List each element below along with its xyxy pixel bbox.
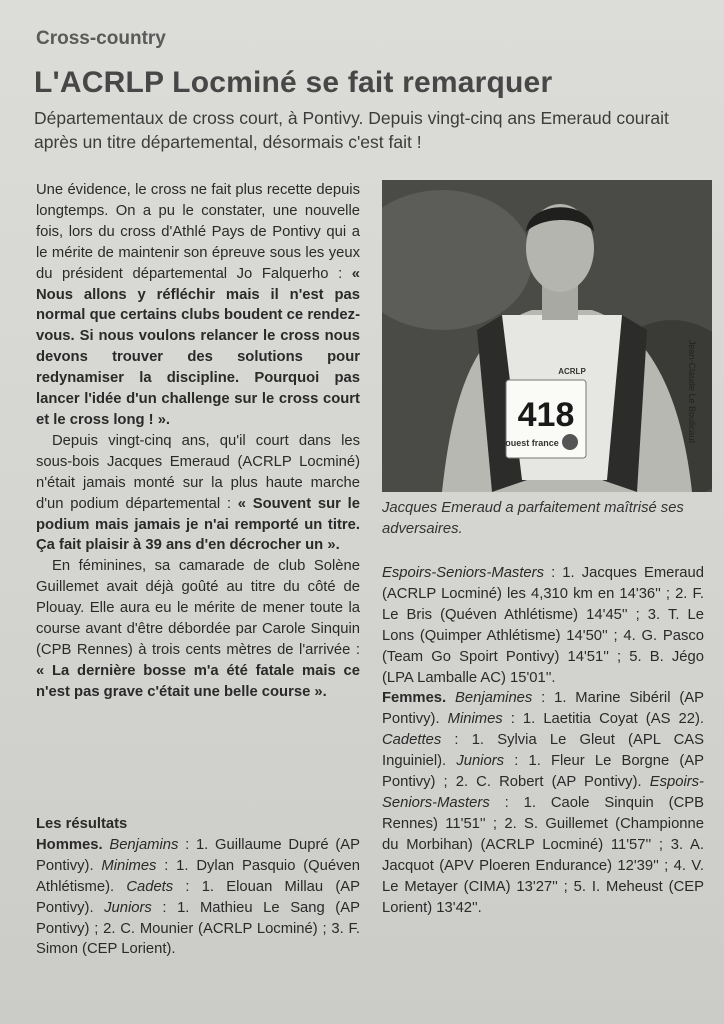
results-femmes: Femmes. Benjamines : 1. Marine Sibéril (AP Pontivy). Minimes : 1. Laetitia Coyat (AS 22). Cadettes : 1. Sylvia Le Gleut (APL CAS Inguiniel). Juniors : 1. Fleur Le Borgne (AP Pontivy) ; 2. C. Robert (AP Pontivy). Espoirs-Seniors-Masters : 1. Caole Sinquin (CPB Rennes) 11'51'' ; 2. S. Guillemet (Championne du Morbihan) (ACRLP Locminé) 11'57'' ; 3. A. Jacquot (APV Ploeren Endurance) 12'39'' ; 4. V. Le Metayer (CIMA) 13'27'' ; 5. I. Meheust (CEP Lorient) 13'42''. <box>382 690 704 916</box>
sponsor-logo <box>562 434 578 450</box>
singlet-club: ACRLP <box>558 367 586 376</box>
article-title: L'ACRLP Locminé se fait remarquer <box>34 66 553 99</box>
paragraph-3: En féminines, sa camarade de club Solène Guillemet avait déjà goûté au titre du côté de Plouay. Elle aura eu le mérite de mener toute la course avant d'être débordée par Carole Sinquin (CPB Rennes) à trois cents mètres de l'arrivée : « La dernière bosse m'a été fatale mais ce n'est pas grave c'était une belle course ». <box>36 558 360 700</box>
bib-number: 418 <box>517 396 575 434</box>
section-kicker: Cross-country <box>36 28 166 49</box>
photo-credit: Jean-Claude Le Boulicaut <box>687 340 697 444</box>
runner-illustration <box>382 180 712 492</box>
article-subtitle: Départementaux de cross court, à Pontivy. Depuis vingt-cinq ans Emeraud courait après un titre départemental, désormais c'est fait ! <box>34 108 669 152</box>
quote-president: « Nous allons y réfléchir mais il n'est pas normal que certains clubs boudent ce rendez-vous. Si nous voulons relancer le cross nous devons trouver des solutions pour redynamiser la discipline. Pourquoi pas lancer l'idée d'un challenge sur le cross court et le cross long ! ». <box>36 265 360 428</box>
paragraph-2: Depuis vingt-cinq ans, qu'il court dans les sous-bois Jacques Emeraud (ACRLP Locminé) n'était jamais monté sur la plus haute marche d'un podium départemental : « Souvent sur le podium mais jamais je n'ai remporté un titre. Ça fait plaisir à 39 ans d'en décrocher un ». <box>36 432 360 554</box>
quote-emeraud: « Souvent sur le podium mais jamais je n'ai remporté un titre. Ça fait plaisir à 39 ans d'en décrocher un ». <box>36 495 360 554</box>
results-hommes: Hommes. Benjamins : 1. Guillaume Dupré (AP Pontivy). Minimes : 1. Dylan Pasquio (Quéven Athlétisme). Cadets : 1. Elouan Millau (AP Pontivy). Juniors : 1. Mathieu Le Sang (AP Pontivy) ; 2. C. Mounier (ACRLP Locminé) ; 3. F. Simon (CEP Lorient). <box>36 836 360 958</box>
quote-sinquin: « La dernière bosse m'a été fatale mais ce n'est pas grave c'était une belle course ». <box>36 662 360 700</box>
results-heading: Les résultats <box>36 816 128 832</box>
results-continued <box>382 563 704 918</box>
bib-sponsor: ouest france <box>505 438 559 448</box>
results-hommes-esm: Espoirs-Seniors-Masters : 1. Jacques Emeraud (ACRLP Locminé) les 4,310 km en 14'36'' ; 2. F. Le Bris (Quéven Athlétisme) 14'45'' ; 3. T. Le Lons (Quimper Athlétisme) 14'50'' ; 4. G. Pasco (Team Go Spoirt Pontivy) 14'51'' ; 5. B. Jégo (LPA Lamballe AC) 15'01''. <box>382 565 704 686</box>
article-body <box>36 180 360 703</box>
photo-caption: Jacques Emeraud a parfaitement maîtrisé ses adversaires. <box>382 500 684 537</box>
results-section <box>36 806 360 960</box>
runner-photo <box>382 180 712 492</box>
paragraph-1: Une évidence, le cross ne fait plus recette depuis longtemps. On a pu le constater, une nouvelle fois, lors du cross d'Athlé Pays de Pontivy qui a le mérite de maintenir son épreuve sous les yeux du président départemental Jo Falquerho : « Nous allons y réfléchir mais il n'est pas normal que certains clubs boudent ce rendez-vous. Si nous voulons relancer le cross nous devons trouver des solutions pour redynamiser la discipline. Pourquoi pas lancer l'idée d'un challenge sur le cross court et le cross long ! ». <box>36 182 360 428</box>
